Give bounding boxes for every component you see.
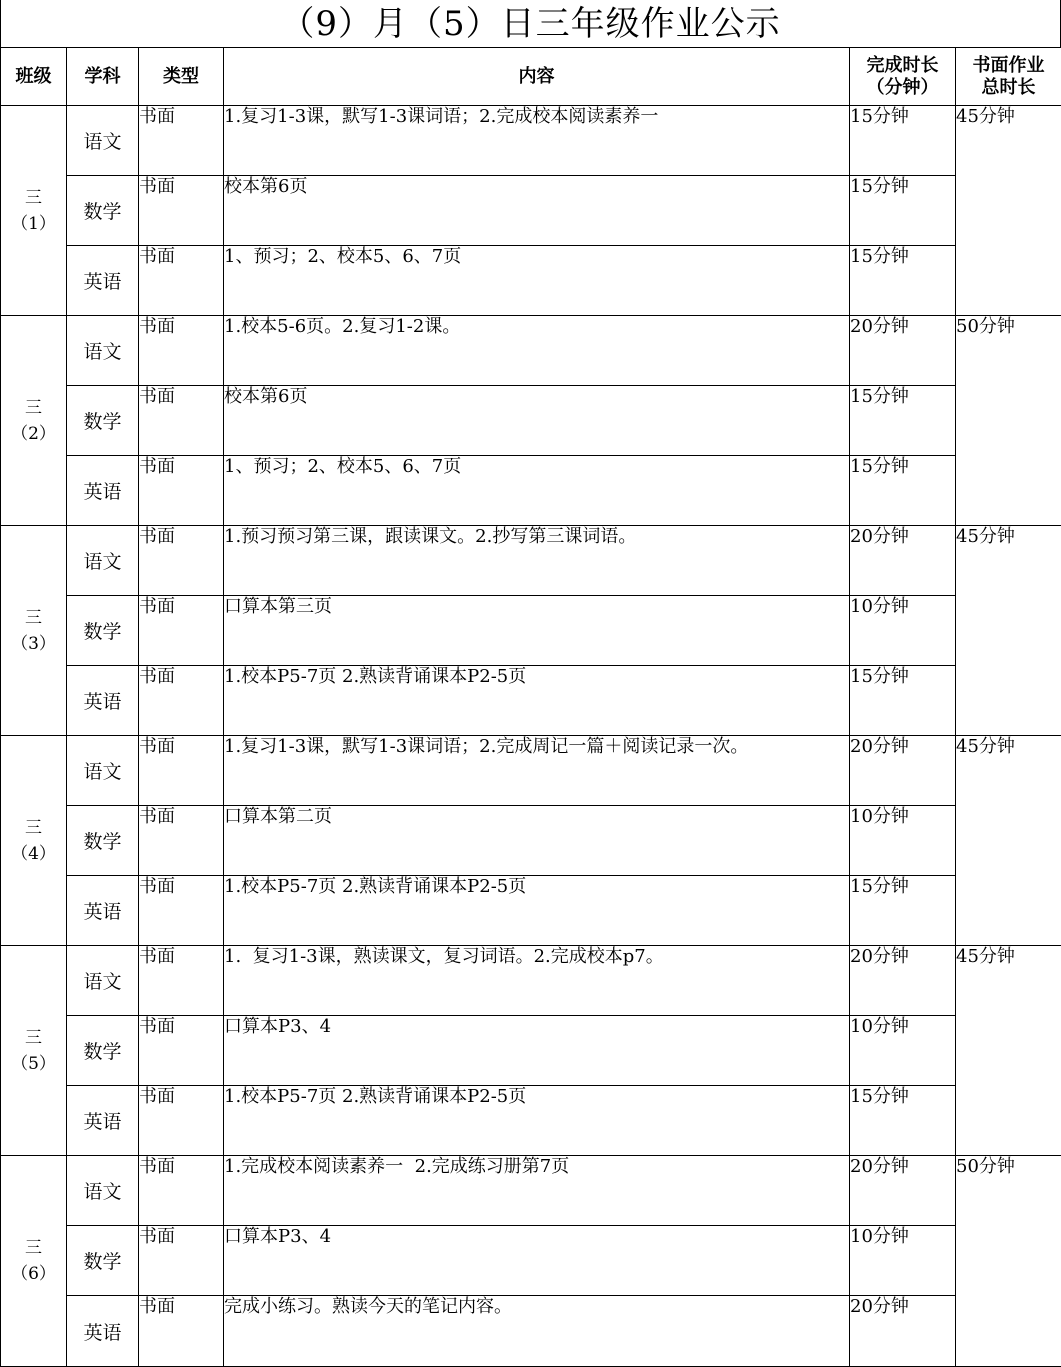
class-name-line1: 三: [1, 185, 66, 211]
total-duration-cell: 45分钟: [956, 106, 1061, 316]
header-total-line2: 总时长: [956, 77, 1061, 99]
type-cell: 书面: [139, 666, 224, 736]
subject-cell: 英语: [67, 456, 139, 526]
type-cell: 书面: [139, 736, 224, 806]
table-row: [1, 246, 1061, 316]
homework-table: [0, 47, 1061, 1367]
content-cell: 1.完成校本阅读素养一 2.完成练习册第7页: [224, 1156, 850, 1226]
table-row: [1, 526, 1061, 596]
table-row: [1, 666, 1061, 736]
class-name-cell: [1, 106, 67, 316]
total-duration-cell: 45分钟: [956, 526, 1061, 736]
header-class: 班级: [1, 48, 67, 106]
page-title: （9）月（5）日三年级作业公示: [0, 0, 1061, 47]
subject-cell: 英语: [67, 246, 139, 316]
type-cell: 书面: [139, 316, 224, 386]
duration-cell: 20分钟: [850, 316, 956, 386]
type-cell: 书面: [139, 1296, 224, 1367]
duration-cell: 10分钟: [850, 596, 956, 666]
subject-cell: 英语: [67, 1086, 139, 1156]
duration-cell: 20分钟: [850, 1296, 956, 1367]
type-cell: 书面: [139, 946, 224, 1016]
class-name-cell: [1, 736, 67, 946]
duration-cell: 15分钟: [850, 176, 956, 246]
duration-cell: 15分钟: [850, 666, 956, 736]
duration-cell: 15分钟: [850, 246, 956, 316]
table-row: [1, 946, 1061, 1016]
type-cell: 书面: [139, 246, 224, 316]
class-name-line2: （6）: [1, 1261, 66, 1287]
class-name-line1: 三: [1, 605, 66, 631]
table-row: [1, 596, 1061, 666]
content-cell: 1.校本P5-7页 2.熟读背诵课本P2-5页: [224, 1086, 850, 1156]
table-row: [1, 806, 1061, 876]
duration-cell: 15分钟: [850, 876, 956, 946]
type-cell: 书面: [139, 526, 224, 596]
header-content: 内容: [224, 48, 850, 106]
duration-cell: 20分钟: [850, 946, 956, 1016]
header-duration-line2: （分钟）: [850, 77, 955, 99]
content-cell: 1、预习；2、校本5、6、7页: [224, 246, 850, 316]
type-cell: 书面: [139, 456, 224, 526]
subject-cell: 数学: [67, 386, 139, 456]
content-cell: 1.预习预习第三课，跟读课文。2.抄写第三课词语。: [224, 526, 850, 596]
subject-cell: 语文: [67, 946, 139, 1016]
duration-cell: 15分钟: [850, 1086, 956, 1156]
subject-cell: 英语: [67, 876, 139, 946]
duration-cell: 15分钟: [850, 456, 956, 526]
content-cell: 完成小练习。熟读今天的笔记内容。: [224, 1296, 850, 1367]
class-name-line1: 三: [1, 1235, 66, 1261]
subject-cell: 英语: [67, 666, 139, 736]
table-row: [1, 1296, 1061, 1367]
class-name-cell: [1, 526, 67, 736]
content-cell: 口算本第三页: [224, 596, 850, 666]
content-cell: 1.校本P5-7页 2.熟读背诵课本P2-5页: [224, 876, 850, 946]
class-name-cell: [1, 316, 67, 526]
table-row: [1, 176, 1061, 246]
table-row: [1, 456, 1061, 526]
content-cell: 校本第6页: [224, 176, 850, 246]
duration-cell: 10分钟: [850, 1016, 956, 1086]
header-subject: 学科: [67, 48, 139, 106]
class-name-line2: （3）: [1, 631, 66, 657]
table-header-row: [1, 48, 1061, 106]
class-name-cell: [1, 946, 67, 1156]
subject-cell: 语文: [67, 736, 139, 806]
content-cell: 口算本第二页: [224, 806, 850, 876]
class-name-line2: （2）: [1, 421, 66, 447]
type-cell: 书面: [139, 1016, 224, 1086]
content-cell: 校本第6页: [224, 386, 850, 456]
table-row: [1, 1156, 1061, 1226]
duration-cell: 15分钟: [850, 386, 956, 456]
type-cell: 书面: [139, 1086, 224, 1156]
table-row: [1, 386, 1061, 456]
content-cell: 1.校本P5-7页 2.熟读背诵课本P2-5页: [224, 666, 850, 736]
content-cell: 口算本P3、4: [224, 1016, 850, 1086]
table-body: [1, 106, 1061, 1367]
subject-cell: 数学: [67, 1016, 139, 1086]
header-duration-line1: 完成时长: [850, 55, 955, 77]
subject-cell: 语文: [67, 316, 139, 386]
header-duration: [850, 48, 956, 106]
type-cell: 书面: [139, 176, 224, 246]
subject-cell: 数学: [67, 1226, 139, 1296]
subject-cell: 语文: [67, 526, 139, 596]
content-cell: 1.复习1-3课，默写1-3课词语；2.完成周记一篇＋阅读记录一次。: [224, 736, 850, 806]
table-row: [1, 1016, 1061, 1086]
subject-cell: 英语: [67, 1296, 139, 1367]
header-total-line1: 书面作业: [956, 55, 1061, 77]
type-cell: 书面: [139, 1156, 224, 1226]
duration-cell: 20分钟: [850, 736, 956, 806]
type-cell: 书面: [139, 596, 224, 666]
duration-cell: 10分钟: [850, 806, 956, 876]
type-cell: 书面: [139, 1226, 224, 1296]
table-row: [1, 316, 1061, 386]
duration-cell: 10分钟: [850, 1226, 956, 1296]
table-row: [1, 876, 1061, 946]
total-duration-cell: 45分钟: [956, 946, 1061, 1156]
content-cell: 1. 复习1-3课，熟读课文，复习词语。2.完成校本p7。: [224, 946, 850, 1016]
class-name-line2: （1）: [1, 211, 66, 237]
table-row: [1, 106, 1061, 176]
total-duration-cell: 50分钟: [956, 1156, 1061, 1367]
type-cell: 书面: [139, 806, 224, 876]
content-cell: 1.校本5-6页。2.复习1-2课。: [224, 316, 850, 386]
type-cell: 书面: [139, 876, 224, 946]
content-cell: 1.复习1-3课，默写1-3课词语；2.完成校本阅读素养一: [224, 106, 850, 176]
content-cell: 1、预习；2、校本5、6、7页: [224, 456, 850, 526]
content-cell: 口算本P3、4: [224, 1226, 850, 1296]
total-duration-cell: 50分钟: [956, 316, 1061, 526]
total-duration-cell: 45分钟: [956, 736, 1061, 946]
type-cell: 书面: [139, 106, 224, 176]
header-total: [956, 48, 1061, 106]
class-name-line1: 三: [1, 1025, 66, 1051]
class-name-line1: 三: [1, 395, 66, 421]
class-name-cell: [1, 1156, 67, 1367]
table-row: [1, 736, 1061, 806]
subject-cell: 语文: [67, 1156, 139, 1226]
class-name-line1: 三: [1, 815, 66, 841]
subject-cell: 语文: [67, 106, 139, 176]
duration-cell: 20分钟: [850, 1156, 956, 1226]
class-name-line2: （5）: [1, 1051, 66, 1077]
class-name-line2: （4）: [1, 841, 66, 867]
table-row: [1, 1086, 1061, 1156]
duration-cell: 15分钟: [850, 106, 956, 176]
subject-cell: 数学: [67, 176, 139, 246]
duration-cell: 20分钟: [850, 526, 956, 596]
subject-cell: 数学: [67, 806, 139, 876]
subject-cell: 数学: [67, 596, 139, 666]
type-cell: 书面: [139, 386, 224, 456]
table-row: [1, 1226, 1061, 1296]
header-type: 类型: [139, 48, 224, 106]
